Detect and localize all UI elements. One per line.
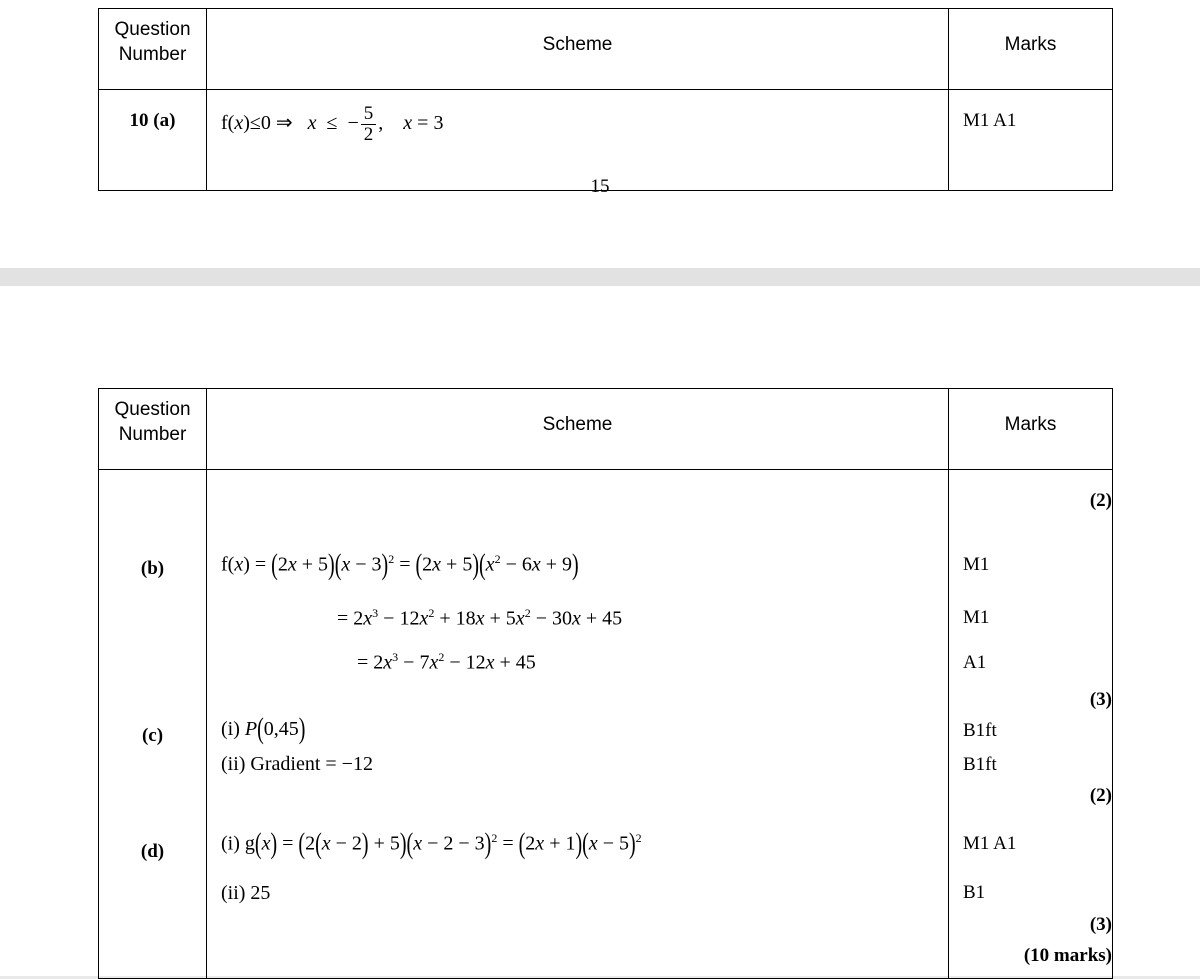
mark-total-c [949, 785, 1126, 807]
mark-d-i [949, 833, 1016, 855]
mark-scheme-table-page-1 [98, 8, 1113, 191]
mark-text: B1ft [963, 754, 997, 775]
mark-grand-total [949, 945, 1126, 967]
table-header-row [99, 389, 1113, 470]
table-body-row [99, 470, 1113, 979]
scheme-expression-c-i: (i) P(0,45) [221, 712, 306, 746]
question-label-c [99, 725, 206, 747]
mark-scheme-table-page-2 [98, 388, 1113, 979]
mark-grand-total-text: (10 marks) [1023, 945, 1112, 966]
document-page-1 [0, 0, 1200, 268]
mark-total-b [949, 689, 1126, 711]
scheme-expression-10a: f(x)≤0 ⇒ x ≤ − $\frac{5}{2}$ , x = 3 [221, 103, 444, 145]
question-label-text: (c) [141, 725, 164, 746]
scheme-expression-b-line2: = $2x^3 - 12x^2 + 18x + 5x^2 - 30x + 45$ [337, 606, 623, 630]
question-label-text: (d) [140, 841, 165, 862]
mark-text: B1 [963, 882, 986, 903]
scheme-expression-d-i: (i) $g(x) = (2(x - 2) + 5)(x - 2 - 3)^2 = (2x + 1)(x - 5)^2$ [221, 826, 642, 860]
mark-b-line3 [949, 652, 986, 674]
mark-b-line1 [949, 554, 989, 576]
header-marks-label: Marks [1004, 414, 1057, 435]
question-label-d [99, 841, 206, 863]
mark-total-d [949, 914, 1126, 936]
mark-total-text: (3) [1089, 914, 1112, 935]
mark-total-a [949, 490, 1126, 512]
scheme-expression-b-line1: $f(x) = (2x + 5)(x - 3)^2 = (2x + 5)(x^2 - 6x + 9)$ [221, 547, 579, 581]
document-page-2 [0, 286, 1200, 976]
mark-text: B1ft [963, 720, 997, 741]
question-label-b [99, 558, 206, 580]
question-number-column [99, 470, 207, 979]
mark-text: M1 A1 [963, 833, 1017, 854]
header-scheme [207, 389, 949, 470]
header-marks [949, 9, 1113, 90]
header-question-number-label: Question Number [114, 19, 191, 65]
scheme-expression-d-ii: (ii) 25 [221, 882, 271, 904]
header-scheme [207, 9, 949, 90]
mark-total-text: (3) [1089, 689, 1112, 710]
header-question-number [99, 389, 207, 470]
header-scheme-label: Scheme [542, 414, 613, 435]
marks-column [949, 470, 1113, 979]
mark-text: M1 [963, 554, 990, 575]
page-separator [0, 268, 1200, 286]
mark-total-text: (2) [1089, 490, 1112, 511]
scheme-expression-c-ii: (ii) Gradient = −12 [221, 753, 373, 775]
mark-c-ii [949, 754, 997, 776]
scheme-expression-b-line3: = $2x^3 - 7x^2 - 12x + 45$ [357, 650, 536, 674]
mark-text: M1 [963, 607, 990, 628]
mark-d-ii [949, 882, 985, 904]
header-marks [949, 389, 1113, 470]
mark-b-line2 [949, 607, 989, 629]
mark-c-i [949, 720, 997, 742]
mark-total-text: (2) [1089, 785, 1112, 806]
header-question-number [99, 9, 207, 90]
page-number-text: 15 [590, 176, 610, 197]
page-number-15 [0, 176, 1200, 198]
table-header-row [99, 9, 1113, 90]
header-scheme-label: Scheme [542, 34, 613, 55]
question-label-text: (b) [140, 558, 165, 579]
scheme-column [207, 470, 949, 979]
marks-text: M1 A1 [963, 110, 1017, 131]
mark-text: A1 [963, 652, 987, 673]
question-label-text: 10 (a) [129, 110, 176, 131]
header-question-number-label: Question Number [114, 399, 191, 445]
header-marks-label: Marks [1004, 34, 1057, 55]
